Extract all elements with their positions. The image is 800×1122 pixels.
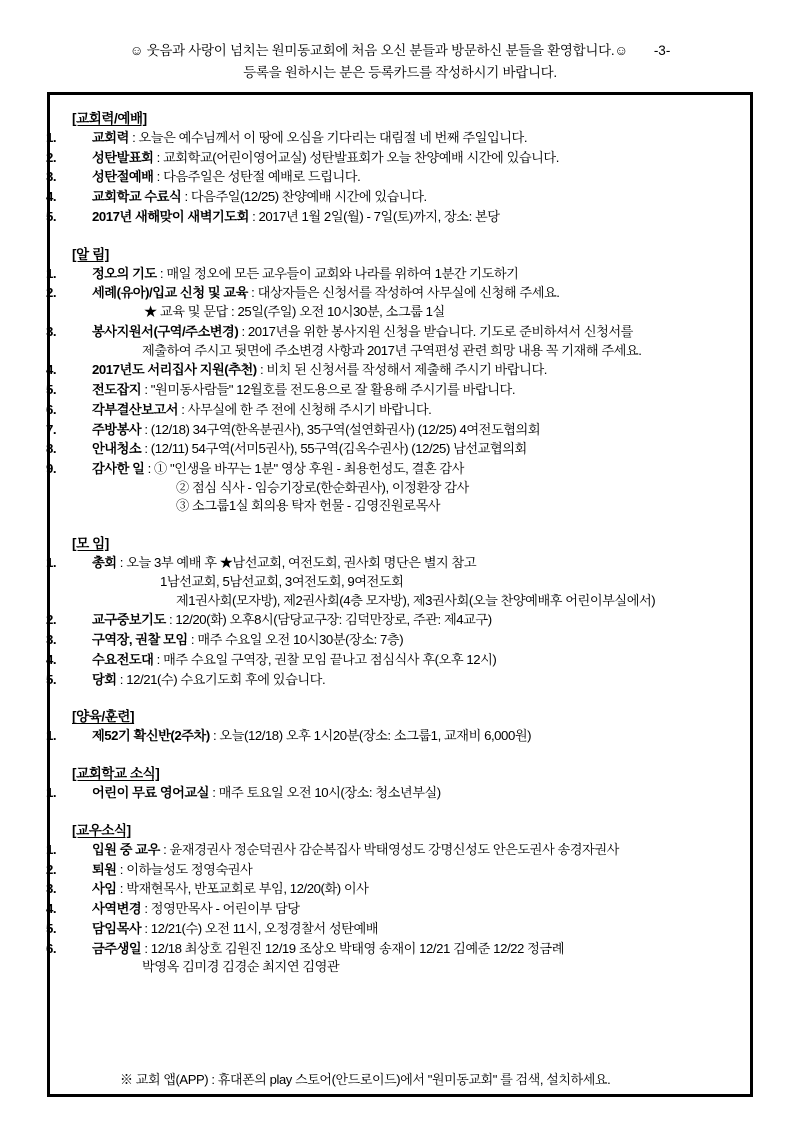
- item-number: 6.: [46, 401, 57, 417]
- section-worship: [46, 107, 736, 227]
- list-item: [46, 265, 736, 284]
- item-number: 1.: [46, 130, 57, 145]
- item-number: 5.: [46, 208, 57, 224]
- item-number: 2.: [46, 612, 57, 628]
- item-label: 교회력: [92, 130, 129, 145]
- item-number: 7.: [46, 421, 57, 437]
- item-subtext: ③ 소그룹1실 회의용 탁자 헌물 - 김영진원로목사: [176, 498, 441, 514]
- item-label: 각부결산보고서: [92, 401, 179, 417]
- item-number: 1.: [46, 785, 57, 801]
- list-item: [46, 381, 736, 400]
- item-number: 3.: [46, 881, 57, 897]
- item-text: : 정영만목사 - 어린이부 담당: [141, 901, 300, 917]
- list-item: [46, 188, 736, 207]
- item-text: : 교회학교(어린이영어교실) 성탄발표회가 오늘 찬양예배 시간에 있습니다.: [153, 149, 559, 165]
- list-item: [46, 421, 736, 440]
- header-registration-text: 등록을 원하시는 분은 등록카드를 작성하시기 바랍니다.: [243, 65, 557, 81]
- item-label: 정오의 기도: [92, 265, 157, 281]
- page-number: -3-: [653, 43, 671, 58]
- list-item: [46, 401, 736, 420]
- item-text: : 비치 된 신청서를 작성해서 제출해 주시기 바랍니다.: [256, 362, 547, 378]
- section-meetings: [46, 532, 736, 689]
- section-item-list: [46, 265, 736, 517]
- item-text: : 12/20(화) 오후8시(담당교구장: 김덕만장로, 주관: 제4교구): [165, 612, 492, 628]
- list-item: [46, 554, 736, 610]
- item-text: : 2017년 1월 2일(월) - 7일(토)까지, 장소: 본당: [248, 208, 500, 224]
- item-text: : 대상자들은 신청서를 작성하여 사무실에 신청해 주세요.: [247, 285, 560, 301]
- item-text: : 매주 토요일 오전 10시(장소: 청소년부실): [209, 785, 441, 801]
- section-item-list: [46, 129, 736, 227]
- section-item-list: [46, 841, 736, 977]
- section-spacer: [72, 229, 736, 243]
- item-number: 2.: [46, 285, 57, 301]
- section-item-list: [46, 784, 736, 803]
- item-number: 6.: [46, 940, 57, 956]
- item-text: : "원미동사람들" 12월호를 전도용으로 잘 활용해 주시기를 바랍니다.: [141, 382, 516, 398]
- list-item: [46, 129, 736, 148]
- item-text: : 박재현목사, 반포교회로 부임, 12/20(화) 이사: [116, 881, 369, 897]
- item-label: 퇴원: [92, 861, 117, 877]
- item-text: : 다음주일(12/25) 찬양예배 시간에 있습니다.: [181, 189, 427, 205]
- list-item: [46, 920, 736, 939]
- item-number: 3.: [46, 169, 57, 185]
- item-text: : 매주 수요일 오전 10시30분(장소: 7층): [187, 632, 404, 648]
- list-item: [46, 460, 736, 516]
- item-number: 4.: [46, 651, 57, 667]
- list-item: [46, 900, 736, 919]
- item-number: 1.: [46, 728, 57, 744]
- item-label: 제52기 확신반(2주차): [92, 728, 210, 744]
- item-label: 입원 중 교우: [92, 841, 160, 857]
- section-spacer: [72, 805, 736, 819]
- item-label: 사역변경: [92, 901, 142, 917]
- item-text: : 매일 정오에 모든 교우들이 교회와 나라를 위하여 1분간 기도하기: [156, 265, 519, 281]
- item-number: 2.: [46, 861, 57, 877]
- item-label: 전도잡지: [92, 382, 142, 398]
- item-number: 5.: [46, 671, 57, 687]
- list-item: [46, 168, 736, 187]
- item-number: 3.: [46, 323, 57, 339]
- section-spacer: [72, 691, 736, 705]
- list-item: [46, 727, 736, 746]
- item-label: 2017년 새해맞이 새벽기도회: [92, 208, 249, 224]
- section-spacer: [72, 748, 736, 762]
- item-number: 1.: [46, 265, 57, 281]
- item-subtext: 1남선교회, 5남선교회, 3여전도회, 9여전도회: [160, 573, 404, 589]
- item-number: 3.: [46, 632, 57, 648]
- section-item-list: [46, 727, 736, 746]
- item-subtext: 제출하여 주시고 뒷면에 주소변경 사항과 2017년 구역편성 관련 희망 내용 꼭 기재해 주세요.: [142, 342, 642, 358]
- list-item: [46, 651, 736, 670]
- item-label: 2017년도 서리집사 지원(추천): [92, 362, 257, 378]
- section-title: [교우소식]: [72, 822, 131, 838]
- footnote-app-notice: ※ 교회 앱(APP) : 휴대폰의 play 스토어(안드로이드)에서 "원미동교회" 를 검색, 설치하세요.: [120, 1072, 611, 1087]
- header-welcome-text: ☺ 웃음과 사랑이 넘치는 원미동교회에 처음 오신 분들과 방문하신 분들을 환영합니다.☺: [129, 43, 628, 58]
- item-label: 금주생일: [92, 940, 142, 956]
- item-number: 5.: [46, 920, 57, 936]
- item-text: : (12/18) 34구역(한옥분권사), 35구역(설연화권사) (12/25) 4여전도협의회: [141, 421, 541, 437]
- item-label: 구역장, 권찰 모임: [92, 632, 188, 648]
- item-label: 세례(유아)/입교 신청 및 교육: [92, 285, 248, 301]
- section-item-list: [46, 554, 736, 689]
- header-welcome-line: [0, 40, 800, 62]
- item-label: 안내청소: [92, 441, 142, 457]
- item-text: : 윤재경권사 정순덕권사 감순복집사 박태영성도 강명신성도 안은도권사 송경자권사: [159, 841, 619, 857]
- item-text: : 12/21(수) 수요기도회 후에 있습니다.: [116, 671, 326, 687]
- item-subtext: ② 점심 식사 - 임승기장로(한순화권사), 이정환장 감사: [176, 479, 469, 495]
- item-text: : 사무실에 한 주 전에 신청해 주시기 바랍니다.: [178, 401, 432, 417]
- item-number: 2.: [46, 149, 57, 165]
- section-title: [양육/훈련]: [72, 709, 135, 725]
- item-label: 교구중보기도: [92, 612, 166, 628]
- item-text: : ① "인생을 바꾸는 1분" 영상 후원 - 최용헌성도, 결혼 감사: [144, 461, 464, 477]
- item-label: 교회학교 수료식: [92, 189, 182, 205]
- item-text: : 오늘 3부 예배 후 ★남선교회, 여전도회, 권사회 명단은 별지 참고: [116, 555, 477, 571]
- announcement-frame: [47, 92, 753, 1097]
- item-text: : 매주 수요일 구역장, 권찰 모임 끝나고 점심식사 후(오후 12시): [153, 651, 497, 667]
- list-item: [46, 940, 736, 977]
- item-text: : 이하늘성도 정영숙권사: [116, 861, 253, 877]
- section-church-school: [46, 762, 736, 803]
- list-item: [46, 611, 736, 630]
- section-training: [46, 705, 736, 746]
- list-item: [46, 880, 736, 899]
- item-label: 어린이 무료 영어교실: [92, 785, 210, 801]
- item-number: 9.: [46, 461, 57, 477]
- item-number: 4.: [46, 362, 57, 378]
- item-label: 총회: [92, 555, 117, 571]
- item-label: 사임: [92, 881, 117, 897]
- list-item: [46, 208, 736, 227]
- item-number: 1.: [46, 555, 57, 571]
- item-label: 봉사지원서(구역/주소변경): [92, 323, 239, 339]
- item-number: 4.: [46, 189, 57, 205]
- section-title: [모 임]: [72, 536, 109, 552]
- section-notices: [46, 243, 736, 517]
- item-subtext: ★ 교육 및 문답 : 25일(주일) 오전 10시30분, 소그룹 1실: [144, 304, 445, 320]
- list-item: [46, 149, 736, 168]
- item-text: : 오늘(12/18) 오후 1시20분(장소: 소그룹1, 교재비 6,000원): [209, 728, 532, 744]
- list-item: [46, 284, 736, 321]
- item-subtext: 박영옥 김미경 김경순 최지연 김영관: [142, 959, 340, 975]
- item-text: : 12/18 최상호 김원진 12/19 조상오 박태영 송재이 12/21 김예준 12/22 정금례: [141, 940, 565, 956]
- item-label: 감사한 일: [92, 461, 145, 477]
- list-item: [46, 671, 736, 690]
- item-number: 5.: [46, 382, 57, 398]
- section-title: [알 림]: [72, 246, 109, 262]
- item-label: 주방봉사: [92, 421, 142, 437]
- item-text: : 오늘은 예수님께서 이 땅에 오심을 기다리는 대림절 네 번째 주일입니다.: [128, 130, 528, 145]
- item-text: : (12/11) 54구역(서미5권사), 55구역(김옥수권사) (12/25) 남선교협의회: [141, 441, 527, 457]
- item-subtext: 제1권사회(모자방), 제2권사회(4층 모자방), 제3권사회(오늘 찬양예배후 어린이부실에서): [176, 592, 656, 608]
- section-member-news: [46, 819, 736, 977]
- item-label: 성탄발표회: [92, 149, 154, 165]
- list-item: [46, 361, 736, 380]
- item-text: : 12/21(수) 오전 11시, 오정경찰서 성탄예배: [141, 920, 379, 936]
- item-label: 당회: [92, 671, 117, 687]
- section-title: [교회학교 소식]: [72, 766, 160, 782]
- item-text: : 다음주일은 성탄절 예배로 드립니다.: [153, 169, 361, 185]
- section-spacer: [72, 518, 736, 532]
- item-label: 수요전도대: [92, 651, 154, 667]
- item-label: 성탄절예배: [92, 169, 154, 185]
- list-item: [46, 861, 736, 880]
- item-text: : 2017년을 위한 봉사지원 신청을 받습니다. 기도로 준비하셔서 신청서를: [238, 323, 633, 339]
- page-header: [0, 40, 800, 85]
- item-label: 담임목사: [92, 920, 142, 936]
- list-item: [46, 631, 736, 650]
- list-item: [46, 784, 736, 803]
- item-number: 4.: [46, 901, 57, 917]
- item-number: 1.: [46, 841, 57, 857]
- list-item: [46, 841, 736, 860]
- list-item: [46, 440, 736, 459]
- list-item: [46, 323, 736, 360]
- item-number: 8.: [46, 441, 57, 457]
- section-title: [교회력/예배]: [72, 111, 147, 126]
